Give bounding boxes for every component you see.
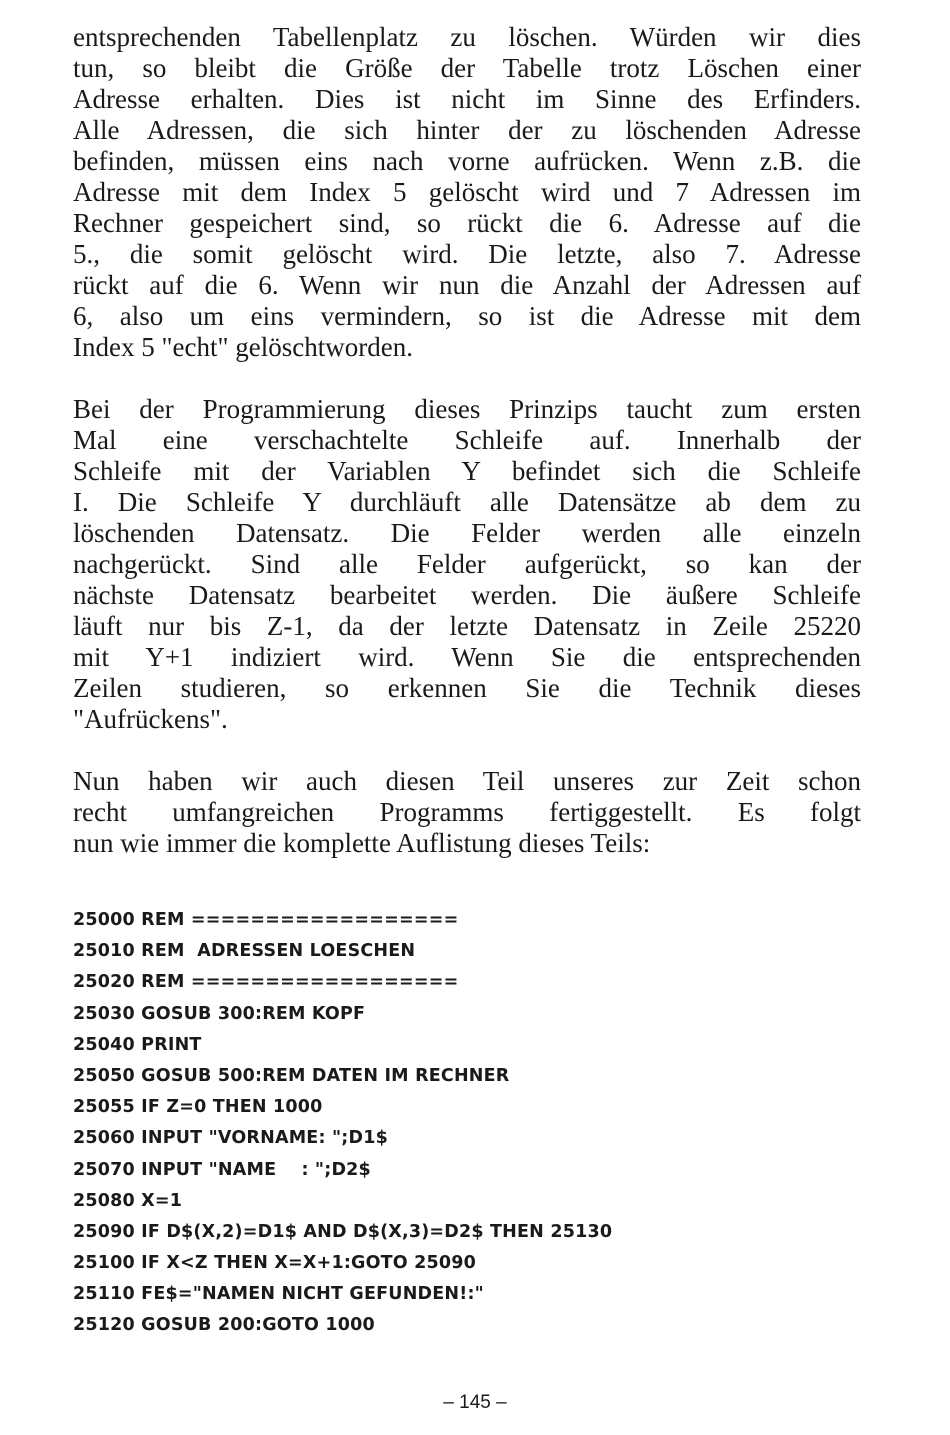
paragraph-line: Zeilen studieren, so erkennen Sie die Technik dieses	[73, 673, 861, 703]
paragraph-line: I. Die Schleife Y durchläuft alle Datensätze ab dem zu	[73, 487, 861, 517]
basic-code-listing	[73, 905, 861, 1342]
paragraph-line: nächste Datensatz bearbeitet werden. Die äußere Schleife	[73, 580, 861, 610]
paragraph-line: entsprechenden Tabellenplatz zu löschen. Würden wir dies	[73, 22, 861, 52]
code-line: 25030 GOSUB 300:REM KOPF	[73, 1003, 366, 1024]
paragraph-line: Adresse erhalten. Dies ist nicht im Sinne des Erfinders.	[73, 84, 861, 114]
page-content	[73, 22, 861, 1342]
paragraph-line: mit Y+1 indiziert wird. Wenn Sie die entsprechenden	[73, 642, 861, 672]
page-number: – 145 –	[443, 1392, 507, 1413]
paragraph-line: Bei der Programmierung dieses Prinzips taucht zum ersten	[73, 394, 861, 424]
paragraph-line: Nun haben wir auch diesen Teil unseres zur Zeit schon	[73, 766, 861, 796]
paragraph-line: tun, so bleibt die Größe der Tabelle trotz Löschen einer	[73, 53, 861, 83]
code-line: 25070 INPUT "NAME : ";D2$	[73, 1159, 371, 1180]
code-line: 25020 REM ==================	[73, 972, 459, 993]
paragraph-line: 5., die somit gelöscht wird. Die letzte, also 7. Adresse	[73, 239, 861, 269]
code-line: 25110 FE$="NAMEN NICHT GEFUNDEN!:"	[73, 1284, 484, 1305]
paragraph-line: Alle Adressen, die sich hinter der zu löschenden Adresse	[73, 115, 861, 145]
paragraph-line: recht umfangreichen Programms fertiggestellt. Es folgt	[73, 797, 861, 827]
code-line: 25000 REM ==================	[73, 910, 459, 930]
paragraph-line: 6, also um eins vermindern, so ist die Adresse mit dem	[73, 301, 861, 331]
paragraph-line: Index 5 "echt" gelöschtworden.	[73, 332, 413, 362]
paragraph-line: Rechner gespeichert sind, so rückt die 6. Adresse auf die	[73, 208, 861, 238]
paragraph-line: rückt auf die 6. Wenn wir nun die Anzahl der Adressen auf	[73, 270, 861, 300]
code-line: 25060 INPUT "VORNAME: ";D1$	[73, 1128, 388, 1149]
paragraph-line: löschenden Datensatz. Die Felder werden alle einzeln	[73, 518, 861, 548]
paragraph-3	[73, 766, 861, 859]
code-line: 25090 IF D$(X,2)=D1$ AND D$(X,3)=D2$ THEN 25130	[73, 1221, 613, 1242]
paragraph-line: nachgerückt. Sind alle Felder aufgerückt, so kan der	[73, 549, 861, 579]
paragraph-line: befinden, müssen eins nach vorne aufrücken. Wenn z.B. die	[73, 146, 861, 176]
paragraph-line: Adresse mit dem Index 5 gelöscht wird und 7 Adressen im	[73, 177, 861, 207]
code-line: 25010 REM ADRESSEN LOESCHEN	[73, 941, 416, 962]
paragraph-line: nun wie immer die komplette Auflistung dieses Teils:	[73, 828, 651, 858]
paragraph-2	[73, 394, 861, 735]
code-line: 25100 IF X<Z THEN X=X+1:GOTO 25090	[73, 1253, 477, 1274]
paragraph-line: Schleife mit der Variablen Y befindet sich die Schleife	[73, 456, 861, 486]
paragraph-1	[73, 22, 861, 363]
code-line: 25040 PRINT	[73, 1034, 202, 1055]
code-line: 25120 GOSUB 200:GOTO 1000	[73, 1315, 375, 1336]
paragraph-line: "Aufrückens".	[73, 704, 228, 734]
paragraph-line: Mal eine verschachtelte Schleife auf. Innerhalb der	[73, 425, 861, 455]
code-line: 25050 GOSUB 500:REM DATEN IM RECHNER	[73, 1065, 510, 1086]
code-line: 25055 IF Z=0 THEN 1000	[73, 1097, 323, 1118]
code-line: 25080 X=1	[73, 1190, 183, 1211]
paragraph-line: läuft nur bis Z-1, da der letzte Datensatz in Zeile 25220	[73, 611, 861, 641]
